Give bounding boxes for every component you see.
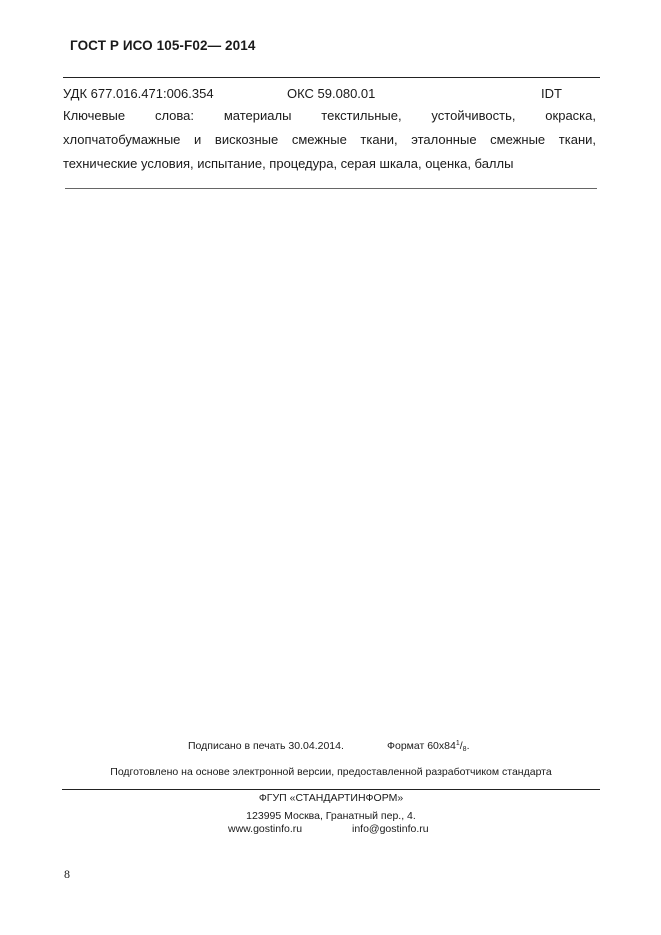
format-suffix: .: [466, 740, 470, 752]
format-prefix: Формат 60x84: [387, 740, 456, 752]
publisher-website[interactable]: www.gostinfo.ru: [228, 823, 303, 835]
format-denominator: 8: [462, 746, 467, 753]
footer-divider: [62, 789, 600, 790]
publisher-address: 123995 Москва, Гранатный пер., 4.: [246, 810, 416, 822]
idt-label: IDT: [541, 86, 562, 101]
signed-date: Подписано в печать 30.04.2014.: [188, 740, 344, 752]
print-format: Формат $60x84^1/_8$.: [387, 740, 470, 753]
keywords-line-1: Ключевые слова: материалы текстильные, устойчивость, окраска,: [63, 108, 596, 123]
page-number: 8: [64, 867, 70, 881]
oks-code: ОКС 59.080.01: [287, 86, 376, 101]
keywords-divider: [65, 188, 597, 189]
keywords-line-2: хлопчатобумажные и вискозные смежные ткани, эталонные смежные ткани,: [63, 132, 596, 147]
publisher-name: ФГУП «СТАНДАРТИНФОРМ»: [258, 792, 404, 804]
document-title: ГОСТ Р ИСО 105-F02— 2014: [70, 38, 256, 53]
format-numerator: 1: [455, 740, 460, 747]
publisher-email[interactable]: info@gostinfo.ru: [352, 823, 429, 835]
udk-code: УДК 677.016.471:006.354: [63, 86, 214, 101]
prepared-note: Подготовлено на основе электронной версии, предоставленной разработчиком стандарта: [110, 766, 552, 778]
keywords-line-3: технические условия, испытание, процедура, серая шкала, оценка, баллы: [63, 156, 514, 171]
top-divider: [63, 77, 600, 78]
